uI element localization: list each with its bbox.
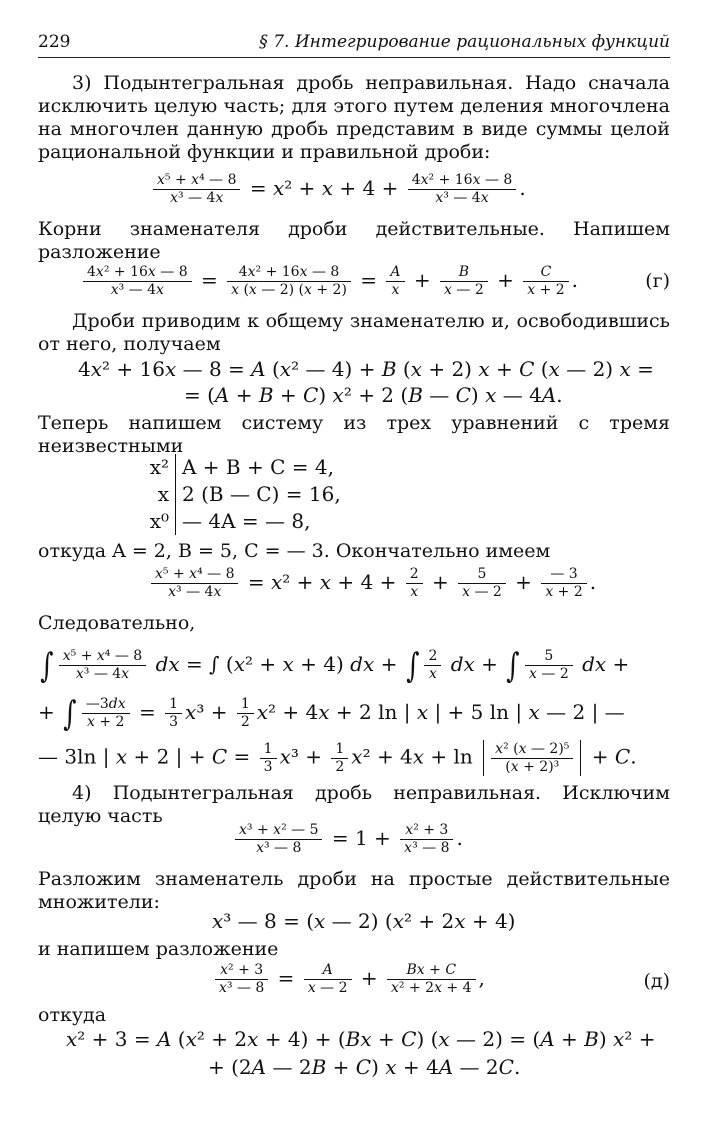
equation-10a: x² + 3 = A (x² + 2x + 4) + (Bx + C) (x — 2) = (A + B) x² + [66,1027,656,1051]
equation-d: $\frac{\text{x² + 3}}{\text{x³ — 8}}$ = $\frac{A}{x — 2}$ + $\frac{Bx + C}{\text{x² + 2x + 4}}$ , [212,962,485,997]
equation-5: $\frac{\text{x⁵ + x⁴ — 8}}{\text{x³ — 4x}}$ = x² + x + 4 + $\frac{2}{x}$ + $\frac{5}{x — 2}$ + $\frac{— 3}{x + 2}$ . [148,566,596,601]
paragraph-4: Теперь напишем систему из трех уравнений с тремя неизвестными [38,412,670,457]
equation-system [143,454,341,535]
paragraph-2: Корни знаменателя дроби действительные. Напишем разложение [38,218,670,263]
header-rule [38,57,670,58]
equation-tag-d: (д) [643,970,670,992]
paragraph-9: и напишем разложение [38,938,279,960]
equation-tag-g: (г) [645,270,670,292]
paragraph-7: 4) Подынтегральная дробь неправильная. Исключим целую часть [38,782,670,827]
paragraph-1: 3) Подынтегральная дробь неправильная. Надо сначала исключить целую часть; для этого путем деления многочлена на многочлен данную дробь представим в виде суммы целой рациональной функции и правильной дроби: [38,72,670,163]
paragraph-10: откуда [38,1004,107,1026]
equation-6b: + ∫ $\frac{—3dx}{x + 2}$ = $\frac{1}{3}$ x³ + $\frac{1}{2}$ x² + 4x + 2 ln | x | + 5 ln | x — 2 | — [38,693,625,734]
system-row: x² A + B + C = 4, [143,454,341,481]
equation-10b: + (2A — 2B + C) x + 4A — 2C. [208,1055,521,1079]
system-row: x 2 (B — C) = 16, [143,481,341,508]
equation-7: $\frac{\text{x³ + x² — 5}}{\text{x³ — 8}}$ = 1 + $\frac{\text{x² + 3}}{\text{x³ — 8}}$ . [232,822,463,857]
equation-6a: ∫ $\frac{\text{x⁵ + x⁴ — 8}}{\text{x³ — 4x}}$ dx = ∫ (x² + x + 4) dx + ∫ $\frac{2}{x}$ dx + ∫ $\frac{5}{x — 2}$ dx + [40,645,630,686]
equation-8: x³ — 8 = (x — 2) (x² + 2x + 4) [212,909,516,933]
section-title: § 7. Интегрирование рациональных функций [259,32,670,52]
equation-3a: 4x² + 16x — 8 = A (x² — 4) + B (x + 2) x + C (x — 2) x = [78,357,654,381]
equation-g: $\frac{\text{4x² + 16x — 8}}{\text{x³ — 4x}}$ = $\frac{\text{4x² + 16x — 8}}{x (x — 2) (x + 2)}$ = $\frac{A}{x}$ + $\frac{B}{x — 2}$ + $\frac{C}{x + 2}$ . [80,264,578,299]
equation-1: $\frac{\text{x⁵ + x⁴ — 8}}{\text{x³ — 4x}}$ = x² + x + 4 + $\frac{\text{4x² + 16x — 8}}{\text{x³ — 4x}}$ . [150,172,526,207]
paragraph-5: откуда A = 2, B = 5, C = — 3. Окончательно имеем [38,540,551,562]
paragraph-6: Следовательно, [38,612,196,634]
paragraph-3: Дроби приводим к общему знаменателю и, освободившись от него, получаем [38,310,670,355]
equation-3b: = (A + B + C) x² + 2 (B — C) x — 4A. [184,383,563,407]
equation-6c: — 3ln | x + 2 | + C = $\frac{1}{3}$ x³ + $\frac{1}{2}$ x² + 4x + ln $\frac{\text{x² (x — 2)⁵}}{\text{(x + 2)³}}$ + C. [38,740,637,775]
page-number: 229 [38,32,71,52]
system-row: x⁰ — 4A = — 8, [143,508,341,535]
paragraph-8: Разложим знаменатель дроби на простые действительные множители: [38,868,670,913]
